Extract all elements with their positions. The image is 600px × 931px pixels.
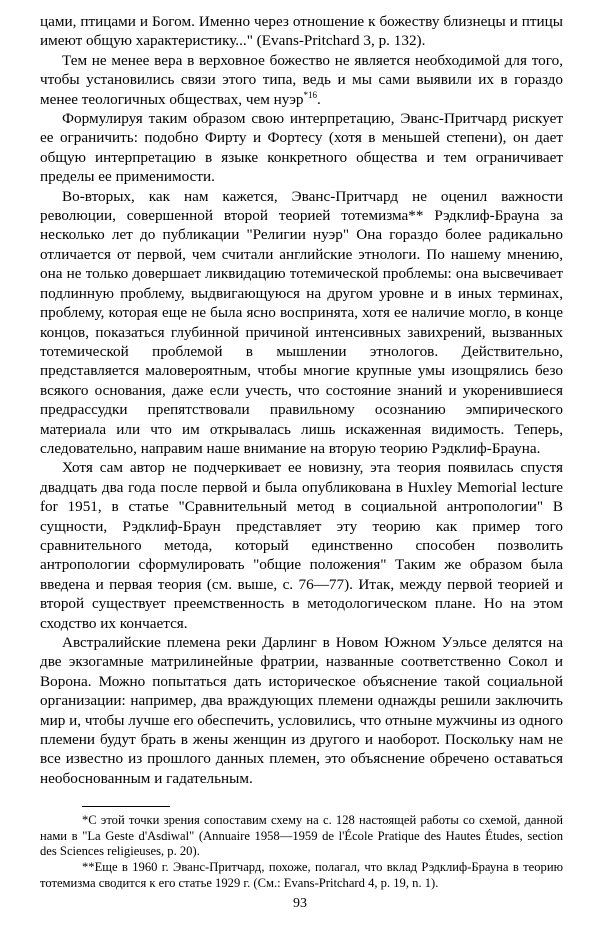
footnote-2: **Еще в 1960 г. Эванс-Притчард, похоже, полагал, что вклад Рэдклиф-Брауна в теорию тотемизма сводится к его статье 1929 г. (См.: Evans-Pritchard 4, p. 19, n. 1). xyxy=(40,860,563,890)
paragraph-1: цами, птицами и Богом. Именно через отношение к божеству близнецы и птицы имеют общую характеристику..." (Evans-Pritchard 3, p. 132). xyxy=(40,13,563,50)
paragraph-2-text: Тем не менее вера в верховное божество не является необходимой для того, чтобы установились связи этого типа, ведь и мы сами выявили их в гораздо менее теологичных обществах, чем нуэр xyxy=(40,51,563,108)
main-text xyxy=(40,12,563,788)
footnote-marker: *16 xyxy=(303,89,317,100)
footnote-1: *С этой точки зрения сопоставим схему на с. 128 настоящей работы со схемой, данной нами в "La Geste d'Asdiwal" (Annuaire 1958—1959 de l'École Pratique des Hautes Études, section des Sciences religieuses, p. 20). xyxy=(40,813,563,859)
page-number: 93 xyxy=(293,896,307,911)
paragraph-4: Во-вторых, как нам кажется, Эванс-Притчард не оценил важности революции, совершенной второй теорией тотемизма** Рэдклиф-Брауна за несколько лет до публикации "Религии нуэр" Она гораздо более радикально отличается от первой, чем считали английские этнологи. По нашему мнению, она не только довершает ликвидацию тотемической проблемы: она высвечивает подлинную проблему, выдвигающуюся на другом уровне и в иных терминах, проблему, которая еще не была ясно воспринята, хотя ее наличие могло, в конце концов, показаться глубинной причиной интенсивных завихрений, вызванных тотемической проблемой в мышлении этнологов. Действительно, представляется маловероятным, чтобы многие крупные умы изощрялись безо всякого основания, даже если учесть, что состояние знаний и укоренившиеся предрассудки препятствовали правильному осознанию эмпирического материала или что им открывалась лишь искаженная видимость. Теперь, следовательно, направим наше внимание на вторую теорию Рэдклиф-Брауна. xyxy=(40,187,563,457)
paragraph-2 xyxy=(40,51,563,109)
paragraph-3: Формулируя таким образом свою интерпретацию, Эванс-Притчард рискует ее ограничить: подобно Фирту и Фортесу (хотя в меньшей степени), он дает общую интерпретацию в языке конкретного общества и тем ограничивает пределы ее применимости. xyxy=(40,110,563,186)
footnotes xyxy=(40,806,563,891)
footnote-divider xyxy=(82,806,170,807)
paragraph-5: Хотя сам автор не подчеркивает ее новизну, эта теория появилась спустя двадцать два года после первой и была опубликована в Huxley Memorial lecture for 1951, в статье "Сравнительный метод в социальной антропологии" В сущности, Рэдклиф-Браун представляет эту теорию как пример того сравнительного метода, который единственно способен позволить антропологии сформулировать "общие положения" Таким же образом была введена и первая теория (см. выше, с. 76—77). Итак, между первой теорией и второй существует преемственность в методологическом плане. Но на этом сходство их кончается. xyxy=(40,459,563,632)
paragraph-2-end: . xyxy=(316,90,321,108)
paragraph-6: Австралийские племена реки Дарлинг в Новом Южном Уэльсе делятся на две экзогамные матрилинейные фратрии, названные соответственно Сокол и Ворона. Можно попытаться дать историческое объяснение такой социальной организации: например, два враждующих племени однажды решили заключить мир и, чтобы лучше его обеспечить, условились, что отныне мужчины из одного племени будут брать в жены женщин из другого и наоборот. Поскольку нам не все известно из прошлого данных племен, это объяснение обречено оставаться необоснованным и гадательным. xyxy=(40,634,563,787)
